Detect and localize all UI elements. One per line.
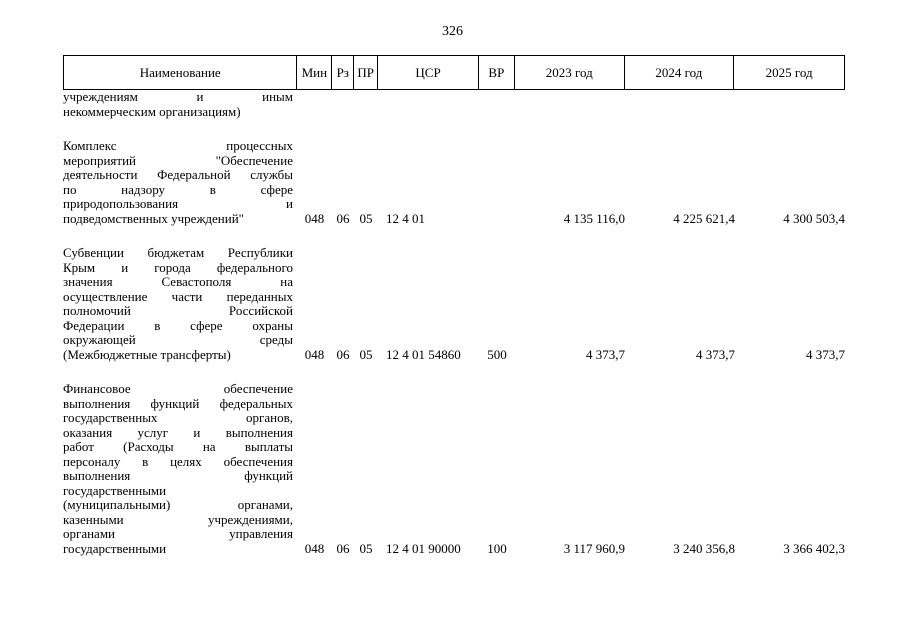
budget-table bbox=[63, 55, 845, 556]
row-name-line: значения Севастополя на bbox=[63, 274, 293, 289]
row-2023: 3 117 960,9 bbox=[563, 540, 625, 556]
row-name-line: выполнения функций bbox=[63, 468, 293, 483]
row-name bbox=[63, 382, 297, 556]
row-2024: 3 240 356,8 bbox=[673, 540, 735, 556]
row-name bbox=[63, 90, 297, 119]
table-body bbox=[63, 90, 845, 556]
table-row bbox=[63, 382, 845, 556]
row-2025: 4 300 503,4 bbox=[783, 210, 845, 226]
header-2023: 2023 год bbox=[515, 56, 625, 89]
header-2025: 2025 год bbox=[765, 64, 813, 80]
row-name bbox=[63, 246, 297, 362]
row-pr: 05 bbox=[359, 210, 373, 226]
row-name-line: Комплекс процессных bbox=[63, 138, 293, 153]
row-name-line: работ (Расходы на выплаты bbox=[63, 439, 293, 454]
row-name-line: казенными учреждениями, bbox=[63, 511, 293, 527]
row-name-line: природопользования и bbox=[63, 196, 293, 211]
row-name-line: Финансовое обеспечение bbox=[63, 381, 293, 396]
row-pr: 05 bbox=[359, 540, 373, 556]
row-name-line: по надзору в сфере bbox=[63, 181, 293, 197]
row-name-line: персоналу в целях обеспечения bbox=[63, 453, 293, 469]
row-csr: 12 4 01 54860 bbox=[386, 346, 461, 362]
row-vr: 100 bbox=[487, 540, 507, 556]
row-name-line: Крым и города федерального bbox=[63, 259, 293, 275]
header-rz: Рз bbox=[332, 56, 354, 89]
row-name-line: окружающей среды bbox=[63, 332, 293, 347]
row-name-line: подведомственных учреждений" bbox=[63, 210, 244, 226]
row-2025: 4 373,7 bbox=[806, 346, 845, 362]
page-number: 326 bbox=[442, 24, 463, 39]
row-pr: 05 bbox=[359, 346, 373, 362]
row-name-line: Федерации в сфере охраны bbox=[63, 317, 293, 333]
row-name-line: Субвенции бюджетам Республики bbox=[63, 245, 293, 260]
row-min: 048 bbox=[304, 540, 325, 556]
row-name-line: деятельности Федеральной службы bbox=[63, 167, 293, 182]
table-row bbox=[63, 246, 845, 362]
header-csr: ЦСР bbox=[378, 56, 479, 89]
row-name-line: органами управления bbox=[63, 526, 293, 541]
row-vr: 500 bbox=[487, 346, 507, 362]
row-name-line: государственных органов, bbox=[63, 410, 293, 425]
row-name bbox=[63, 139, 297, 226]
row-name-line: некоммерческим организациям) bbox=[63, 103, 241, 119]
row-csr: 12 4 01 bbox=[386, 210, 425, 226]
row-name-line: учреждениям и иным bbox=[63, 89, 293, 104]
row-name-line: государственными bbox=[63, 540, 167, 556]
header-min: Мин bbox=[297, 56, 332, 89]
row-2023: 4 135 116,0 bbox=[563, 210, 625, 226]
table-row bbox=[63, 139, 845, 226]
row-2025: 3 366 402,3 bbox=[783, 540, 845, 556]
row-min: 048 bbox=[304, 346, 325, 362]
row-rz: 06 bbox=[336, 346, 350, 362]
header-pr: ПР bbox=[354, 56, 378, 89]
row-name-line: выполнения функций федеральных bbox=[63, 395, 293, 411]
row-name-line: (муниципальными) органами, bbox=[63, 497, 293, 512]
row-2024: 4 225 621,4 bbox=[673, 210, 735, 226]
row-2023: 4 373,7 bbox=[586, 346, 625, 362]
row-rz: 06 bbox=[336, 540, 350, 556]
row-name-line: государственными bbox=[63, 482, 167, 498]
row-name-line: мероприятий "Обеспечение bbox=[63, 152, 293, 168]
table-header bbox=[63, 55, 845, 90]
header-name: Наименование bbox=[64, 56, 297, 89]
row-name-line: оказания услуг и выполнения bbox=[63, 424, 293, 440]
row-min: 048 bbox=[304, 210, 325, 226]
row-name-line: (Межбюджетные трансферты) bbox=[63, 346, 231, 362]
row-rz: 06 bbox=[336, 210, 350, 226]
header-vr: ВР bbox=[479, 56, 515, 89]
header-2024: 2024 год bbox=[625, 56, 735, 89]
table-row bbox=[63, 90, 845, 119]
row-name-line: полномочий Российской bbox=[63, 303, 293, 318]
row-2024: 4 373,7 bbox=[696, 346, 735, 362]
row-name-line: осуществление части переданных bbox=[63, 288, 293, 304]
row-csr: 12 4 01 90000 bbox=[386, 540, 461, 556]
